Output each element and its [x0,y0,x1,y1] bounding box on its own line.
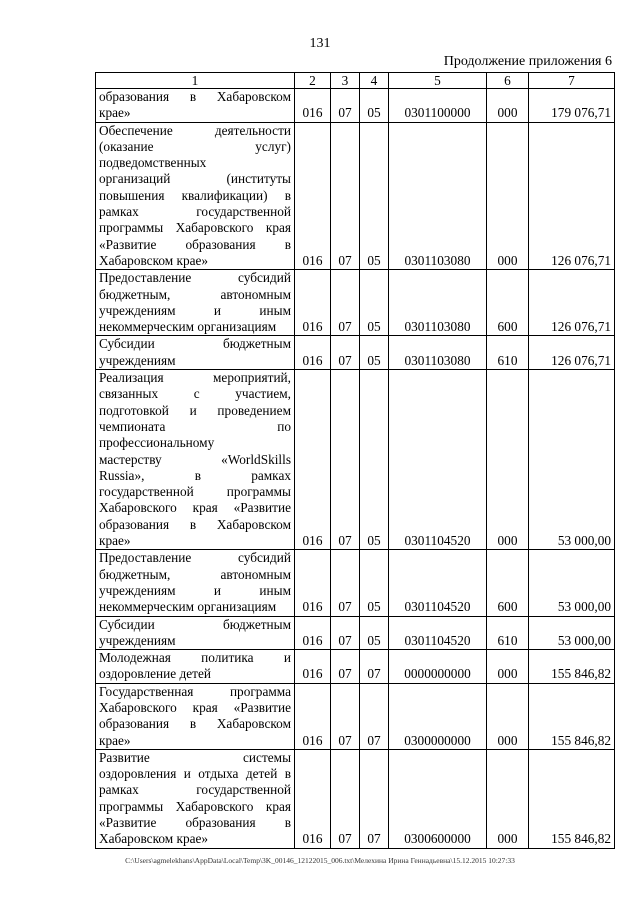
ministry-code: 016 [295,616,331,650]
expense-item-name-line: учреждениям и иным [99,302,291,318]
expense-item-name-line: Хабаровского края «Развитие [99,699,291,715]
expense-item-name-line: Обеспечение деятельности [99,122,291,138]
expense-item-name-line: программы Хабаровского края [99,220,291,236]
expense-item-name-line: государственной программы [99,484,291,500]
expense-item-name-line: крае» [99,105,131,121]
expense-item-name [96,550,295,616]
amount-value: 53 000,00 [529,550,615,616]
table-row [96,122,615,270]
expense-type-code: 610 [487,336,529,370]
header-col-5: 5 [389,73,487,89]
expense-item-name-line: крае» [99,732,131,748]
table-row [96,749,615,848]
amount-value: 126 076,71 [529,270,615,336]
subsection-code: 07 [360,650,389,684]
amount-value: 53 000,00 [529,616,615,650]
expense-item-name-line: образования в Хабаровском [99,716,291,732]
expense-item-name-line: Молодежная политика и [99,650,291,666]
expense-item-name-line: мастерству «WorldSkills [99,451,291,467]
expense-item-name-line: бюджетным, автономным [99,286,291,302]
subsection-code: 05 [360,336,389,370]
expense-item-name-line: оздоровления и отдыха детей в [99,766,291,782]
expense-item-name [96,122,295,270]
expense-item-name-line: рамках государственной [99,782,291,798]
expense-item-name-line: программы Хабаровского края [99,798,291,814]
expense-item-name-line: учреждениям и иным [99,582,291,598]
expense-item-name [96,370,295,550]
table-row [96,650,615,684]
expense-item-name-line: Хабаровском крае» [99,831,209,847]
subsection-code: 05 [360,122,389,270]
target-article-code: 0301103080 [389,122,487,270]
expense-item-name-line: связанных с участием, [99,386,291,402]
header-row [96,73,615,89]
budget-table [95,72,615,849]
expense-item-name-line: Хабаровского края «Развитие [99,500,291,516]
expense-item-name-line: учреждениям [99,352,176,368]
target-article-code: 0301104520 [389,616,487,650]
section-code: 07 [331,650,360,684]
section-code: 07 [331,683,360,749]
ministry-code: 016 [295,270,331,336]
expense-type-code: 000 [487,650,529,684]
header-col-1: 1 [96,73,295,89]
expense-item-name-line: Хабаровском крае» [99,252,209,268]
expense-item-name-line: повышения квалификации) в [99,187,291,203]
amount-value: 179 076,71 [529,89,615,123]
table-header [96,73,615,89]
target-article-code: 0301103080 [389,270,487,336]
expense-item-name-line: Развитие системы [99,749,291,765]
ministry-code: 016 [295,749,331,848]
expense-item-name-line: профессиональному [99,435,215,451]
expense-item-name-line: некоммерческим организациям [99,599,277,615]
amount-value: 126 076,71 [529,122,615,270]
appendix-continuation-label: Продолжение приложения 6 [443,54,612,69]
section-code: 07 [331,749,360,848]
expense-item-name-line: рамках государственной [99,204,291,220]
expense-item-name-line: образования в Хабаровском [99,516,291,532]
expense-item-name-line: Предоставление субсидий [99,270,291,286]
table-row [96,270,615,336]
section-code: 07 [331,370,360,550]
table-row [96,370,615,550]
section-code: 07 [331,336,360,370]
subsection-code: 07 [360,683,389,749]
expense-item-name-line: «Развитие образования в [99,236,291,252]
ministry-code: 016 [295,336,331,370]
target-article-code: 0301104520 [389,550,487,616]
target-article-code: 0301103080 [389,336,487,370]
section-code: 07 [331,89,360,123]
header-col-3: 3 [331,73,360,89]
ministry-code: 016 [295,550,331,616]
expense-type-code: 000 [487,122,529,270]
subsection-code: 07 [360,749,389,848]
section-code: 07 [331,550,360,616]
ministry-code: 016 [295,89,331,123]
ministry-code: 016 [295,122,331,270]
expense-type-code: 610 [487,616,529,650]
expense-item-name-line: подготовкой и проведением [99,402,291,418]
expense-item-name-line: образования в Хабаровском [99,89,291,104]
expense-type-code: 600 [487,550,529,616]
target-article-code: 0000000000 [389,650,487,684]
expense-item-name-line: Государственная программа [99,683,291,699]
expense-item-name-line: бюджетным, автономным [99,566,291,582]
expense-item-name-line: Russia», в рамках [99,467,291,483]
target-article-code: 0300600000 [389,749,487,848]
section-code: 07 [331,270,360,336]
target-article-code: 0301100000 [389,89,487,123]
expense-item-name-line: некоммерческим организациям [99,319,277,335]
subsection-code: 05 [360,370,389,550]
expense-type-code: 600 [487,270,529,336]
table-row [96,550,615,616]
table-row [96,616,615,650]
expense-item-name-line: (оказание услуг) [99,138,291,154]
expense-item-name [96,89,295,123]
expense-item-name-line: Субсидии бюджетным [99,616,291,632]
target-article-code: 0301104520 [389,370,487,550]
expense-item-name-line: Реализация мероприятий, [99,370,291,386]
page-number: 131 [309,36,331,51]
table-row [96,89,615,123]
expense-item-name [96,683,295,749]
ministry-code: 016 [295,683,331,749]
expense-item-name [96,749,295,848]
expense-item-name-line: Субсидии бюджетным [99,336,291,352]
expense-item-name-line: учреждениям [99,632,176,648]
expense-item-name-line: «Развитие образования в [99,815,291,831]
expense-item-name-line: подведомственных [99,155,207,171]
header-col-7: 7 [529,73,615,89]
expense-item-name-line: крае» [99,533,131,549]
section-code: 07 [331,122,360,270]
expense-item-name [96,270,295,336]
amount-value: 126 076,71 [529,336,615,370]
target-article-code: 0300000000 [389,683,487,749]
amount-value: 155 846,82 [529,650,615,684]
ministry-code: 016 [295,370,331,550]
subsection-code: 05 [360,550,389,616]
expense-item-name [96,616,295,650]
ministry-code: 016 [295,650,331,684]
expense-item-name-line: Предоставление субсидий [99,550,291,566]
amount-value: 155 846,82 [529,683,615,749]
file-path-footer: C:\Users\agmelekhans\AppData\Local\Temp\3K_00146_12122015_006.txt\Мелехина Ирина Геннадьевна\15.12.2015 10:27:33 [125,856,515,865]
expense-item-name [96,650,295,684]
table-body [96,89,615,849]
expense-type-code: 000 [487,749,529,848]
header-col-4: 4 [360,73,389,89]
expense-type-code: 000 [487,89,529,123]
header-col-6: 6 [487,73,529,89]
table-row [96,336,615,370]
amount-value: 53 000,00 [529,370,615,550]
subsection-code: 05 [360,89,389,123]
expense-type-code: 000 [487,370,529,550]
subsection-code: 05 [360,270,389,336]
expense-type-code: 000 [487,683,529,749]
subsection-code: 05 [360,616,389,650]
expense-item-name-line: чемпионата по [99,418,291,434]
expense-item-name [96,336,295,370]
amount-value: 155 846,82 [529,749,615,848]
expense-item-name-line: оздоровление детей [99,666,211,682]
expense-item-name-line: организаций (институты [99,171,291,187]
table-row [96,683,615,749]
header-col-2: 2 [295,73,331,89]
section-code: 07 [331,616,360,650]
